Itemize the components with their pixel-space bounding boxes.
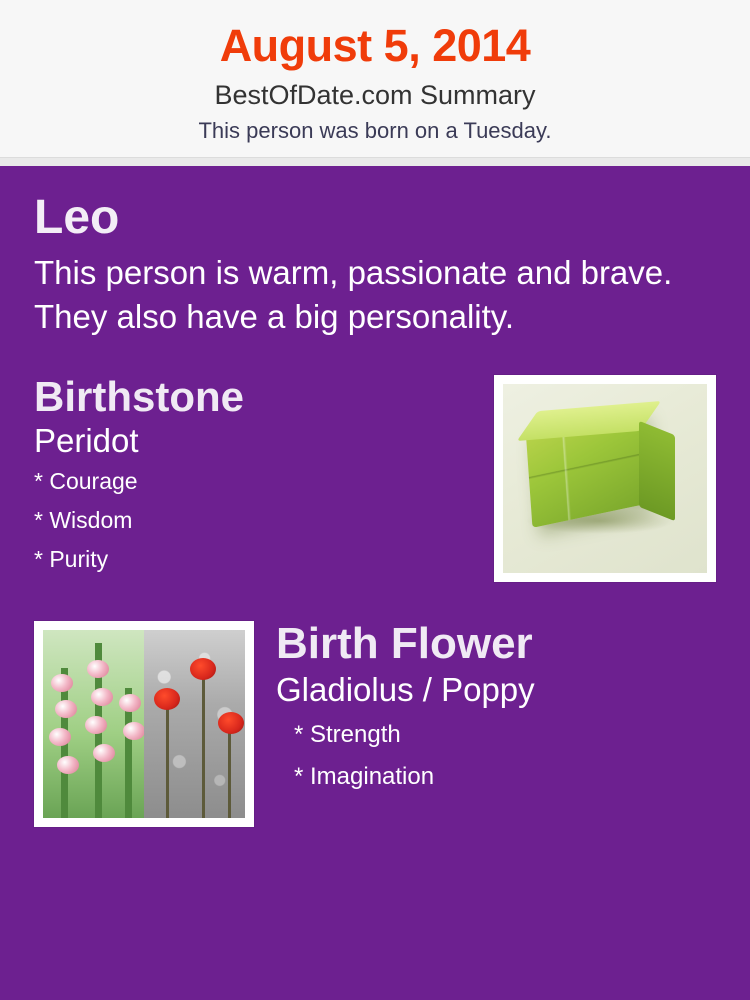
birthstone-text [34, 372, 494, 588]
list-item: * Strength [294, 721, 401, 749]
birthstone-name: Peridot [34, 421, 139, 459]
born-weekday-text: This person was born on a Tuesday. [198, 117, 552, 143]
gladiolus-blossom [93, 744, 115, 762]
gladiolus-blossom [123, 722, 144, 740]
list-item: * Purity [34, 546, 109, 573]
gladiolus-blossom [85, 716, 107, 734]
birth-flower-title: Birth Flower [276, 619, 533, 669]
birth-flower-section [34, 621, 716, 827]
card-body [0, 166, 750, 1000]
gladiolus-blossom [55, 700, 77, 718]
zodiac-description: This person is warm, passionate and brave. They also have a big personality. [34, 253, 673, 335]
birthstone-image-frame [494, 375, 716, 582]
poppy-stem [166, 698, 169, 818]
birth-flower-image-frame [34, 621, 254, 827]
poppy-photo-half [144, 630, 245, 818]
poppy-stem [228, 722, 231, 818]
birthstone-traits [34, 470, 484, 571]
birth-flower-traits [276, 723, 716, 789]
header-divider [0, 157, 750, 166]
birthstone-section [34, 372, 716, 588]
poppy-bloom [218, 712, 244, 734]
birth-date-title: August 5, 2014 [219, 20, 531, 71]
gladiolus-blossom [57, 756, 79, 774]
gladiolus-blossom [87, 660, 109, 678]
gladiolus-and-poppy-photo [43, 630, 245, 818]
birth-flower-text [254, 621, 716, 807]
gladiolus-blossom [91, 688, 113, 706]
poppy-stem [202, 668, 205, 818]
poppy-bloom [154, 688, 180, 710]
gladiolus-blossom [119, 694, 141, 712]
site-summary-label: BestOfDate.com Summary [214, 80, 536, 111]
gem-side-facet [639, 420, 675, 521]
gladiolus-photo-half [43, 630, 144, 818]
list-item: * Imagination [294, 763, 435, 791]
list-item: * Courage [34, 468, 138, 495]
birth-flower-name: Gladiolus / Poppy [276, 670, 535, 708]
card-header [0, 0, 750, 157]
poppy-bloom [190, 658, 216, 680]
peridot-gemstone-photo [503, 384, 707, 573]
gladiolus-blossom [51, 674, 73, 692]
zodiac-sign-name: Leo [34, 191, 120, 245]
birthstone-title: Birthstone [34, 372, 244, 420]
list-item: * Wisdom [34, 507, 133, 534]
